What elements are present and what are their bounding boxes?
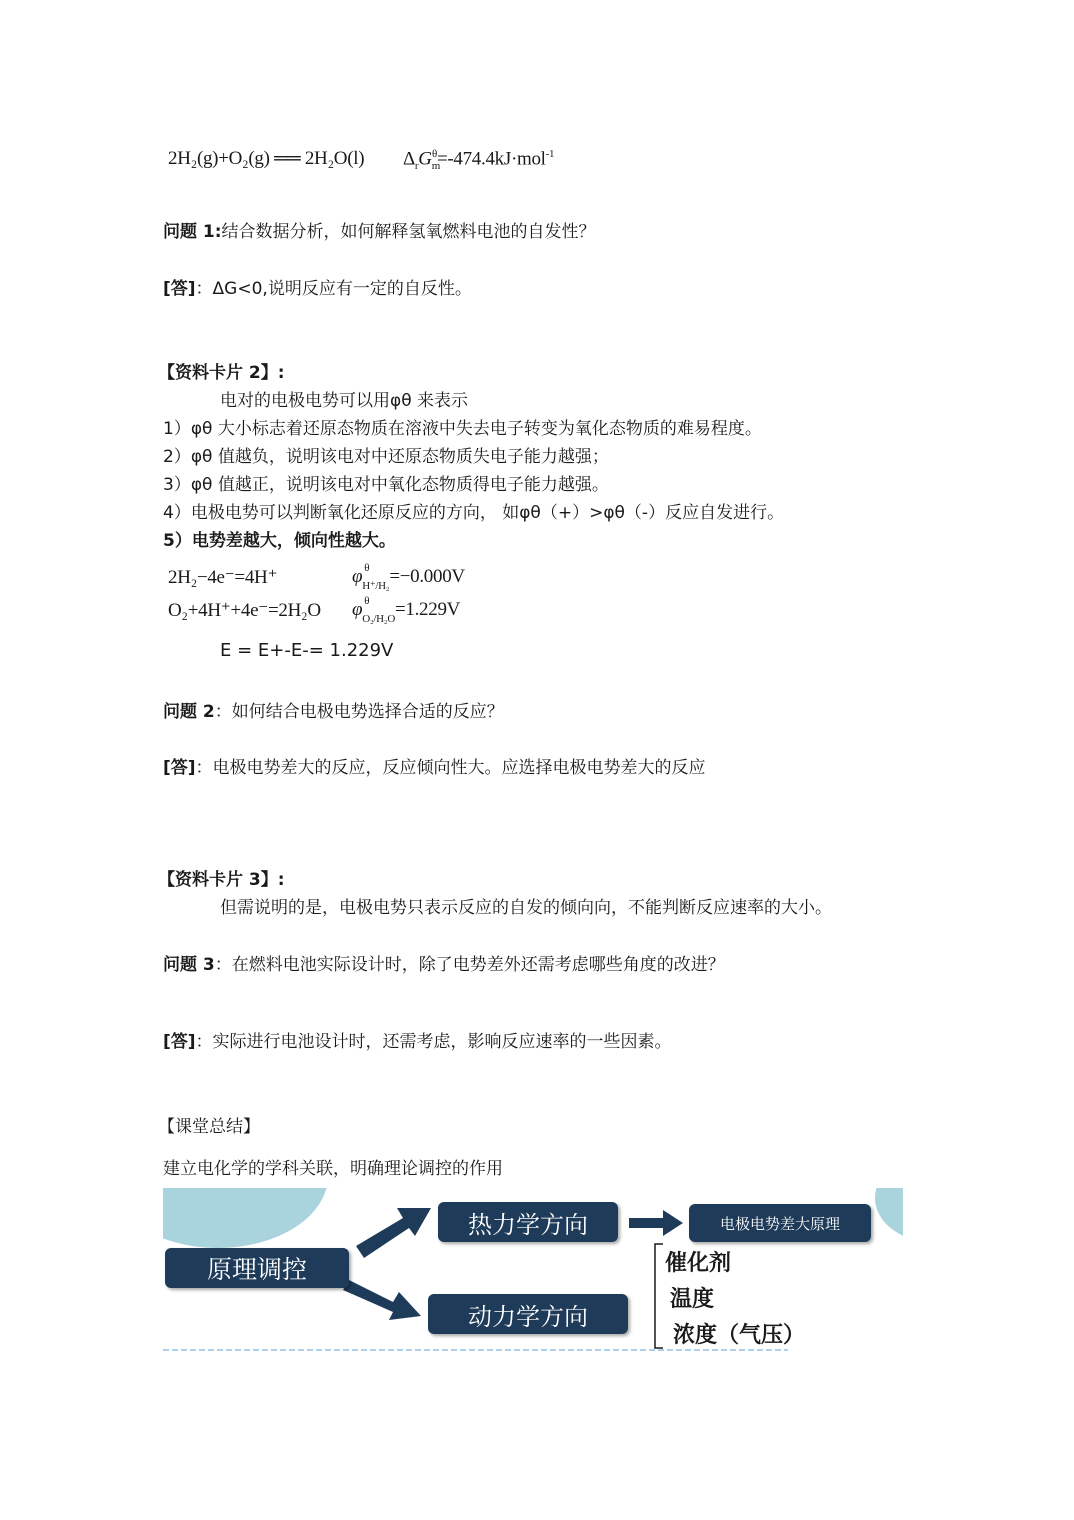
factor-temperature: 温度 xyxy=(670,1287,715,1312)
card-2-item-4: 4）电极电势可以判断氧化还原反应的方向， 如φθ（+）>φθ（-）反应自发进行。 xyxy=(163,503,785,523)
arrow-to-principle xyxy=(629,1210,683,1236)
principle-diagram xyxy=(163,1188,903,1353)
question-3 xyxy=(163,950,725,975)
summary-text: 建立电化学的学科关联，明确理论调控的作用 xyxy=(163,1159,503,1179)
answer-3-label: [答] xyxy=(163,1032,196,1052)
answer-1 xyxy=(163,274,472,299)
answer-3 xyxy=(163,1027,672,1052)
decor-circle-left xyxy=(163,1188,328,1248)
question-2 xyxy=(163,697,504,722)
half-potential-2: φ $_{\theta O_2/H_2O}$=1.229V xyxy=(352,595,461,625)
card-2-title: 【资料卡片 2】: xyxy=(158,363,285,383)
root-box: 原理调控 xyxy=(165,1248,349,1288)
gibbs-energy: $\Delta_rG_m^\theta=-474.4kJ\cdot mol^{-1}$ xyxy=(403,148,555,173)
question-1-text: 结合数据分析，如何解释氢氧燃料电池的自发性？ xyxy=(221,222,596,242)
question-3-text: ：在燃料电池实际设计时，除了电势差外还需考虑哪些角度的改进？ xyxy=(214,955,725,975)
thermo-box: 热力学方向 xyxy=(438,1202,618,1242)
question-1 xyxy=(163,217,596,242)
answer-2-label: [答] xyxy=(163,758,196,778)
card-3-title: 【资料卡片 3】: xyxy=(158,870,285,890)
question-2-label: 问题 2 xyxy=(163,702,215,722)
decor-circle-right xyxy=(875,1188,903,1242)
reaction-equation: 2H₂(g)+O₂(g) ══ 2H₂O(l) xyxy=(168,148,365,169)
answer-3-text: ：实际进行电池设计时，还需考虑，影响反应速率的一些因素。 xyxy=(195,1032,672,1052)
half-reaction-2: O₂+4H⁺+4e⁻=2H₂O xyxy=(168,600,321,621)
arrow-to-kinetic xyxy=(343,1280,421,1320)
card-2-item-2: 2）φθ 值越负，说明该电对中还原态物质失电子能力越强； xyxy=(163,447,609,467)
answer-1-label: [答] xyxy=(163,279,196,299)
kinetic-box: 动力学方向 xyxy=(428,1294,628,1334)
principle-box: 电极电势差大原理 xyxy=(689,1204,871,1242)
summary-title: 【课堂总结】 xyxy=(158,1117,260,1137)
factor-bracket xyxy=(655,1244,663,1348)
half-reaction-1: 2H₂−4e⁻=4H⁺ xyxy=(168,567,278,588)
factor-concentration: 浓度（气压） xyxy=(673,1323,806,1348)
answer-2-text: ：电极电势差大的反应，反应倾向性大。应选择电极电势差大的反应 xyxy=(195,758,706,778)
emf-value: E = E+-E-= 1.229V xyxy=(220,640,394,661)
card-3-text: 但需说明的是，电极电势只表示反应的自发的倾向向，不能判断反应速率的大小。 xyxy=(220,898,832,918)
card-2-item-1: 1）φθ 大小标志着还原态物质在溶液中失去电子转变为氧化态物质的难易程度。 xyxy=(163,419,762,439)
question-1-label: 问题 1: xyxy=(163,222,222,242)
half-potential-1: φ $_{\theta H^+/H_2}$=−0.000V xyxy=(352,562,465,592)
card-2-intro: 电对的电极电势可以用φθ 来表示 xyxy=(220,391,469,411)
answer-1-text: ：ΔG<0,说明反应有一定的自反性。 xyxy=(195,279,472,299)
question-3-label: 问题 3 xyxy=(163,955,215,975)
question-2-text: ：如何结合电极电势选择合适的反应？ xyxy=(214,702,504,722)
arrow-to-thermo xyxy=(356,1208,431,1258)
factor-catalyst: 催化剂 xyxy=(665,1251,732,1276)
answer-2 xyxy=(163,753,706,778)
card-2-item-5: 5）电势差越大，倾向性越大。 xyxy=(163,531,396,551)
card-2-item-3: 3）φθ 值越正，说明该电对中氧化态物质得电子能力越强。 xyxy=(163,475,609,495)
